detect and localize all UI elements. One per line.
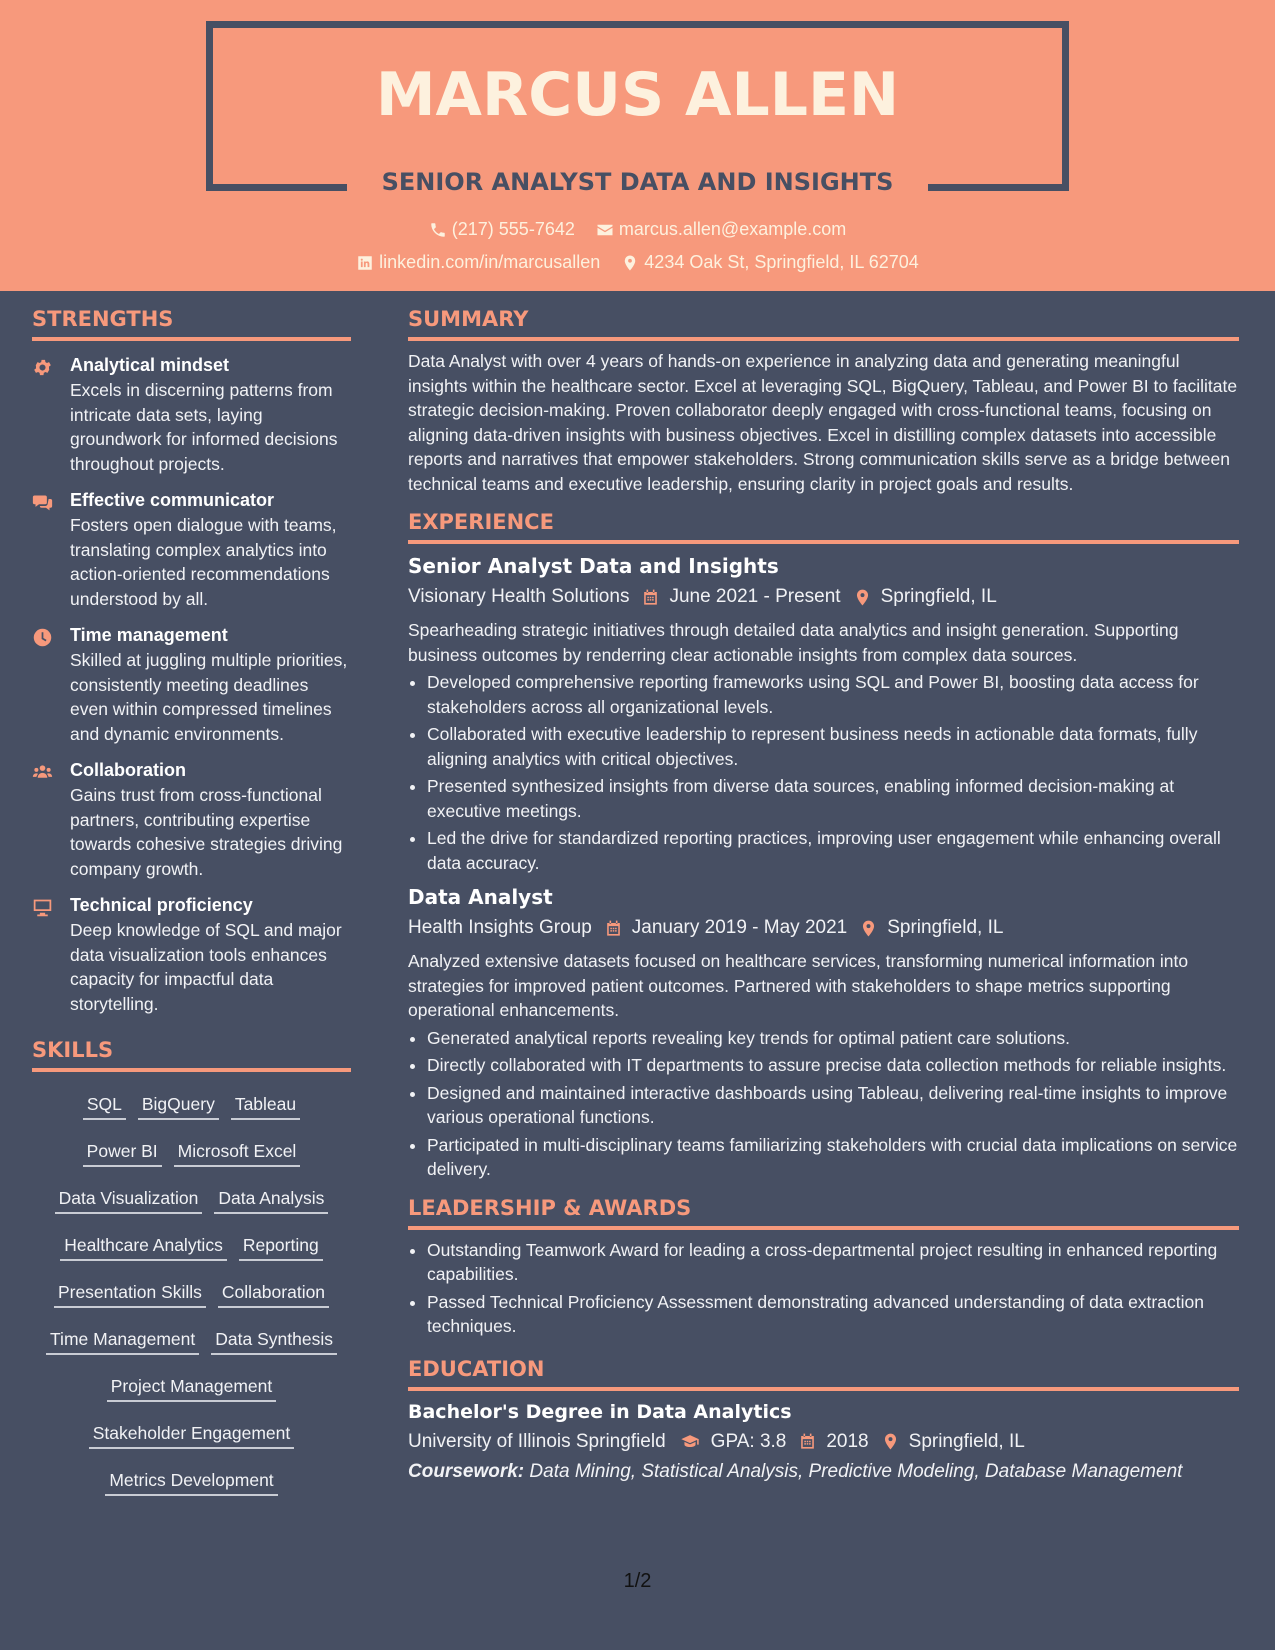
strength-icon-wrap (32, 895, 70, 1016)
strength-item (32, 895, 351, 1016)
job-title-wrap (347, 160, 928, 206)
job-dates: January 2019 - May 2021 (631, 917, 848, 938)
job-title: Senior Analyst Data and Insights (408, 554, 779, 578)
education-heading: EDUCATION (408, 1357, 1239, 1391)
strength-item (32, 355, 351, 476)
job-bullet: • Participated in multi-disciplinary teams familiarizing stakeholders with crucial data implications on service delivery. (427, 1133, 1239, 1182)
job-dates: June 2021 - Present (669, 586, 841, 607)
address-text: 4234 Oak St, Springfield, IL 62704 (644, 252, 919, 272)
phone-icon (429, 221, 447, 239)
education-meta (408, 1431, 1239, 1453)
company-name: Visionary Health Solutions (408, 586, 630, 607)
summary-text: Data Analyst with over 4 years of hands-on experience in analyzing data and generating meaningful insights within the healthcare sector. Excel at leveraging SQL, BigQuery, Tableau, and Power BI to facilitate strategic decision-making. Proven collaborator deeply engaged with cross-functional teams, focusing on aligning data-driven insights with business objectives. Excel in distilling complex datasets into accessible reports and narratives that empower stakeholders. Strong communication skills serve as a bridge between technical teams and executive leadership, ensuring clarity in project goals and results. (408, 351, 1238, 494)
summary-heading: SUMMARY (408, 307, 1239, 341)
skill-tag: Stakeholder Engagement (89, 1417, 295, 1449)
coursework (408, 1461, 1239, 1483)
experience-heading: EXPERIENCE (408, 510, 1239, 544)
linkedin-icon (356, 254, 374, 272)
map-pin-icon (853, 588, 872, 607)
skill-tag: Data Synthesis (211, 1323, 337, 1355)
job-bullets (408, 670, 1239, 875)
strength-icon-wrap (32, 760, 70, 881)
users-icon (32, 762, 53, 783)
skill-tag: Metrics Development (105, 1464, 277, 1496)
job-title: Data Analyst (408, 885, 553, 909)
strengths-heading: STRENGTHS (32, 307, 351, 341)
edu-location-text: Springfield, IL (908, 1430, 1025, 1452)
coursework-label: Coursework: (408, 1460, 525, 1482)
left-column (32, 291, 351, 1505)
skills-list (32, 1082, 351, 1505)
strength-text: Gains trust from cross-functional partners, contributing expertise towards cohesive strategies driving company growth. (70, 785, 343, 879)
candidate-title: SENIOR ANALYST DATA AND INSIGHTS (381, 168, 894, 196)
graduation-cap-icon (678, 1432, 702, 1451)
coursework-text: Data Mining, Statistical Analysis, Predictive Modeling, Database Management (524, 1460, 1183, 1482)
gpa-text: GPA: 3.8 (710, 1430, 787, 1452)
job-location-item (853, 586, 997, 608)
strength-text: Fosters open dialogue with teams, translating complex analytics into action-oriented recommendations understood by all. (70, 515, 337, 609)
strength-title: Technical proficiency (70, 895, 253, 915)
skill-tag: Tableau (231, 1088, 300, 1120)
job-meta (408, 586, 1239, 608)
strength-title: Analytical mindset (70, 355, 230, 375)
skill-tag: Power BI (83, 1135, 162, 1167)
leadership-heading: LEADERSHIP & AWARDS (408, 1196, 1239, 1230)
contact-row-2 (0, 252, 1275, 277)
strength-title: Effective communicator (70, 490, 275, 510)
linkedin-contact[interactable] (356, 252, 600, 273)
strength-text: Skilled at juggling multiple priorities, consistently meeting deadlines even within compressed timelines and dynamic environments. (70, 650, 348, 744)
phone-text: (217) 555-7642 (451, 219, 575, 239)
map-pin-icon (621, 254, 639, 272)
skill-tag: BigQuery (138, 1088, 219, 1120)
phone-contact[interactable] (429, 219, 575, 240)
job-description: Analyzed extensive datasets focused on healthcare services, transforming numerical information into strategies for improved patient outcomes. Partnered with stakeholders to shape metrics supporting operational enhancements. (408, 951, 1189, 1020)
job-location: Springfield, IL (880, 586, 997, 607)
calendar-icon (604, 919, 623, 938)
right-column (408, 291, 1239, 1483)
award-item: • Passed Technical Proficiency Assessment demonstrating advanced understanding of data extraction techniques. (427, 1290, 1239, 1339)
envelope-icon (596, 221, 614, 239)
calendar-icon (798, 1432, 817, 1451)
job-dates-item (641, 586, 840, 608)
job-description: Spearheading strategic initiatives through detailed data analytics and insight generation. Supporting business outcomes by renderring clear actionable insights from complex data sources. (408, 620, 1179, 665)
job-bullet: • Designed and maintained interactive dashboards using Tableau, delivering real-time insights to improve various operational functions. (427, 1081, 1239, 1130)
candidate-name: MARCUS ALLEN (375, 60, 900, 130)
strength-item (32, 760, 351, 881)
skill-tag: Healthcare Analytics (60, 1229, 227, 1261)
year-item (798, 1431, 868, 1453)
strengths-list (32, 355, 351, 1016)
job-bullet: • Generated analytical reports revealing key trends for optimal patient care solutions. (427, 1026, 1239, 1051)
year-text: 2018 (826, 1430, 869, 1452)
job-bullets (408, 1026, 1239, 1182)
skills-heading: SKILLS (32, 1038, 351, 1072)
skill-tag: Collaboration (218, 1276, 329, 1308)
strength-title: Collaboration (70, 760, 186, 780)
chat-icon (32, 492, 53, 513)
job-bullet: • Led the drive for standardized reporting practices, improving user engagement while enhancing overall data accuracy. (427, 826, 1239, 875)
monitor-icon (32, 897, 53, 918)
degree-title: Bachelor's Degree in Data Analytics (408, 1400, 792, 1423)
address-contact (621, 252, 919, 273)
job-dates-item (604, 917, 847, 939)
strength-icon-wrap (32, 490, 70, 611)
strength-icon-wrap (32, 625, 70, 746)
job-bullet: • Developed comprehensive reporting frameworks using SQL and Power BI, boosting data access for stakeholders across all organizational levels. (427, 670, 1239, 719)
strength-icon-wrap (32, 355, 70, 476)
contact-row-1 (0, 219, 1275, 244)
jobs-list (408, 554, 1239, 1182)
company-name: Health Insights Group (408, 917, 592, 938)
email-text: marcus.allen@example.com (618, 219, 847, 239)
linkedin-text: linkedin.com/in/marcusallen (379, 252, 601, 272)
page-number: 1/2 (623, 1570, 652, 1592)
skill-tag: Project Management (107, 1370, 276, 1402)
edu-location-item (881, 1431, 1025, 1453)
skill-tag: Reporting (239, 1229, 323, 1261)
map-pin-icon (881, 1432, 900, 1451)
leadership-list (408, 1238, 1239, 1339)
gpa-item (678, 1431, 787, 1453)
clock-icon (32, 627, 53, 648)
email-contact[interactable] (596, 219, 846, 240)
award-item: • Outstanding Teamwork Award for leading a cross-departmental project resulting in enhanced reporting capabilities. (427, 1238, 1239, 1287)
job-bullet: • Directly collaborated with IT departments to assure precise data collection methods for reliable insights. (427, 1053, 1239, 1078)
calendar-icon (641, 588, 660, 607)
skill-tag: SQL (83, 1088, 126, 1120)
strength-item (32, 490, 351, 611)
skill-tag: Time Management (46, 1323, 199, 1355)
skill-tag: Data Analysis (214, 1182, 328, 1214)
job-bullet: • Collaborated with executive leadership to represent business needs in actionable data formats, fully aligning analytics with critical objectives. (427, 722, 1239, 771)
gear-icon (32, 357, 53, 378)
skill-tag: Microsoft Excel (174, 1135, 301, 1167)
map-pin-icon (859, 919, 878, 938)
strength-text: Excels in discerning patterns from intricate data sets, laying groundwork for informed decisions throughout projects. (70, 380, 338, 474)
school-name: University of Illinois Springfield (408, 1430, 666, 1452)
job-bullet: • Presented synthesized insights from diverse data sources, enabling informed decision-making at executive meetings. (427, 774, 1239, 823)
resume-header (0, 0, 1275, 291)
job-location: Springfield, IL (887, 917, 1004, 938)
job-meta (408, 917, 1239, 939)
strength-title: Time management (70, 625, 228, 645)
skill-tag: Presentation Skills (54, 1276, 206, 1308)
strength-text: Deep knowledge of SQL and major data visualization tools enhances capacity for impactful data storytelling. (70, 920, 342, 1014)
job-location-item (859, 917, 1003, 939)
job-entry (408, 885, 1239, 1182)
job-entry (408, 554, 1239, 875)
strength-item (32, 625, 351, 746)
skill-tag: Data Visualization (55, 1182, 203, 1214)
